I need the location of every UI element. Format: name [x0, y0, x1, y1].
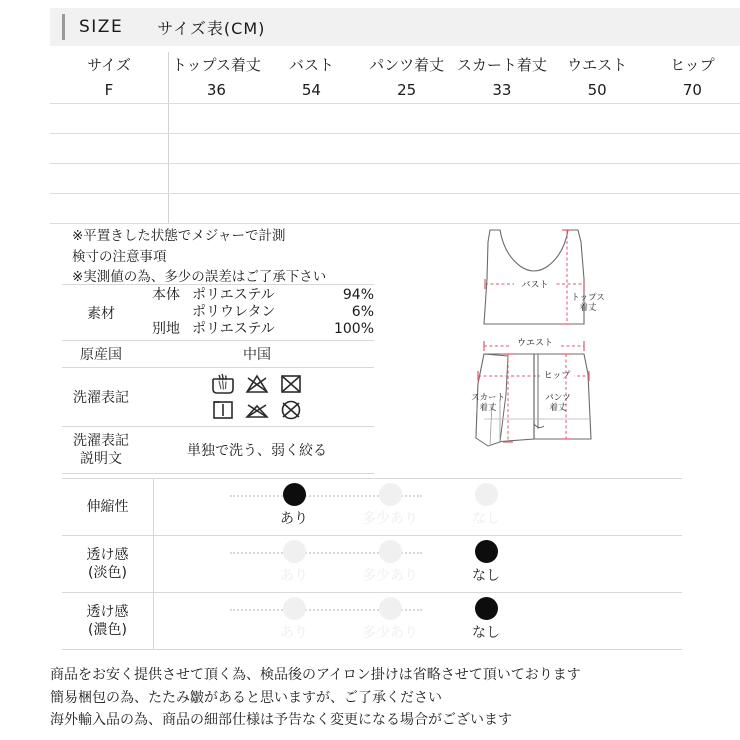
- hip-label: ヒップ: [543, 371, 571, 381]
- disclaimer-block: [50, 664, 730, 732]
- cell-empty: [550, 164, 645, 194]
- header-band: [50, 8, 740, 46]
- spec-value-origin: 中国: [140, 341, 374, 368]
- rating-option-0[interactable]: [257, 540, 331, 585]
- spec-sublabel-body: 本体: [152, 287, 180, 303]
- cell-empty: [264, 164, 359, 194]
- disclaimer-line-2: 簡易梱包の為、たたみ皺があると思いますが、ご了承ください: [50, 689, 442, 706]
- material-percent: 6%: [351, 304, 374, 320]
- waist-measure-guide: [484, 336, 584, 351]
- rating-option-label: なし: [472, 625, 500, 641]
- cell-empty: [169, 164, 264, 194]
- spec-material-names: [192, 285, 318, 341]
- material-name: ポリウレタン: [192, 304, 276, 320]
- cell-empty: [169, 104, 264, 134]
- rating-option-label: なし: [472, 568, 500, 584]
- rating-scale-cell-stretch: [154, 479, 683, 536]
- note-line-3: ※実測値の為、多少の誤差はご了承下さい: [72, 269, 327, 286]
- spec-value-care-text: 単独で洗う、弱く絞る: [140, 427, 374, 474]
- measuring-notes: [72, 226, 402, 288]
- cell-empty: [264, 194, 359, 224]
- rating-option-label: 多少あり: [362, 568, 418, 584]
- spec-sublabel-other: 別地: [152, 321, 180, 337]
- rating-scale-sheer-light: [154, 536, 682, 592]
- spec-sublabel-spacer: [140, 304, 192, 321]
- spec-label-origin: 原産国: [62, 341, 140, 368]
- note-line-2: 検寸の注意事項: [72, 248, 167, 265]
- disclaimer-line-3: 海外輸入品の為、商品の細部仕様は予告なく変更になる場合がございます: [50, 712, 512, 729]
- cell-empty: [550, 104, 645, 134]
- rating-row-sheer-light: [62, 536, 682, 593]
- col-header-hip: ヒップ: [670, 56, 715, 74]
- cell-empty: [645, 104, 740, 134]
- rating-scale-cell-sheer-dark: [154, 593, 683, 650]
- disclaimer-line-1: 商品をお安く提供させて頂く為、検品後のアイロン掛けは省略させて頂いております: [50, 667, 581, 683]
- cell-bust: 54: [264, 77, 359, 104]
- rating-dot-icon: [475, 597, 498, 620]
- rating-scale-stretch: [154, 479, 682, 535]
- col-header-size: サイズ: [50, 52, 169, 77]
- skirt-length-label-line1: スカート: [470, 393, 506, 403]
- cell-empty: [169, 134, 264, 164]
- cell-empty: [50, 164, 169, 194]
- rating-option-label: 多少あり: [362, 511, 418, 527]
- waist-label: ウエスト: [516, 338, 554, 349]
- rating-option-label: あり: [280, 568, 308, 584]
- rating-label-stretch: [62, 479, 154, 536]
- rating-dot-icon: [283, 597, 306, 620]
- cell-empty: [50, 194, 169, 224]
- header-size-label: SIZE: [79, 17, 124, 37]
- material-name: ポリエステル: [192, 287, 275, 303]
- col-header-waist: ウエスト: [567, 56, 628, 74]
- spec-label-care-text: [62, 427, 140, 474]
- rating-dot-icon: [283, 483, 306, 506]
- rating-row-sheer-dark: [62, 593, 682, 650]
- rating-dot-icon: [475, 540, 498, 563]
- table-row-empty: [50, 194, 740, 224]
- note-line-1: ※平置きした状態でメジャーで計測: [72, 228, 286, 244]
- pants-length-label-line1: パンツ: [545, 393, 571, 403]
- size-table-body: [50, 77, 740, 224]
- skirt-length-label-line2: 着丈: [479, 403, 497, 413]
- spec-table-body: [62, 285, 374, 474]
- table-row-empty: [50, 104, 740, 134]
- care-symbols-group: [140, 372, 374, 422]
- cell-empty: [359, 194, 454, 224]
- cell-tops-length: 36: [169, 77, 264, 104]
- spec-label-material: 素材: [62, 285, 140, 341]
- rating-option-label: 多少あり: [362, 625, 418, 641]
- no-dry-clean-icon: [278, 398, 304, 422]
- rating-scale-cell-sheer-light: [154, 536, 683, 593]
- col-header-tops-length: トップス着丈: [171, 56, 261, 74]
- hand-wash-icon: [210, 372, 236, 396]
- garment-diagram: [448, 224, 698, 474]
- cell-waist: 50: [550, 77, 645, 104]
- cell-empty: [550, 134, 645, 164]
- cell-skirt-length: 33: [454, 77, 549, 104]
- rating-option-2[interactable]: [449, 540, 523, 585]
- rating-dot-icon: [379, 597, 402, 620]
- rating-label-sheer-light: [62, 536, 154, 593]
- material-percent: 100%: [333, 321, 374, 337]
- cell-empty: [454, 134, 549, 164]
- col-header-bust: バスト: [288, 56, 334, 74]
- cell-empty: [454, 164, 549, 194]
- rating-option-0[interactable]: [257, 483, 331, 528]
- rating-option-1[interactable]: [353, 483, 427, 528]
- spec-row-care-text: [62, 427, 374, 474]
- rating-option-0[interactable]: [257, 597, 331, 642]
- cell-empty: [50, 104, 169, 134]
- spec-material-percents: [318, 285, 374, 341]
- spec-row-care-symbols: [62, 368, 374, 427]
- rating-dot-icon: [475, 483, 498, 506]
- spec-table: [62, 284, 374, 474]
- rating-option-label: なし: [472, 511, 500, 527]
- material-percent: 94%: [342, 287, 374, 303]
- cell-size: F: [50, 77, 169, 104]
- rating-table: [62, 478, 682, 650]
- tops-length-label-line2: 着丈: [579, 303, 597, 313]
- cell-empty: [359, 164, 454, 194]
- rating-label-sheer-dark: [62, 593, 154, 650]
- cell-empty: [550, 194, 645, 224]
- size-table-header-row: [50, 52, 740, 77]
- spec-label-care-text-line2: 説明文: [80, 451, 122, 467]
- care-symbols-row-top: [210, 372, 304, 396]
- rating-option-1[interactable]: [353, 597, 427, 642]
- rating-label-line1: 透け感: [86, 603, 129, 620]
- rating-option-2[interactable]: [449, 597, 523, 642]
- table-row-empty: [50, 164, 740, 194]
- care-symbols-row-bottom: [210, 398, 304, 422]
- cell-pants-length: 25: [359, 77, 454, 104]
- cell-empty: [454, 104, 549, 134]
- col-header-pants-length: パンツ着丈: [369, 56, 445, 74]
- rating-label-line1: 透け感: [86, 546, 129, 563]
- drip-dry-icon: [210, 398, 236, 422]
- rating-option-label: あり: [280, 511, 308, 527]
- spec-sublabels: [140, 285, 192, 341]
- cell-empty: [454, 194, 549, 224]
- cell-empty: [264, 104, 359, 134]
- page-title: サイズ表(CM): [157, 18, 266, 38]
- rating-option-2[interactable]: [449, 483, 523, 528]
- rating-label-line2: (淡色): [88, 565, 127, 581]
- cell-empty: [359, 134, 454, 164]
- table-row: [50, 77, 740, 104]
- cell-empty: [50, 134, 169, 164]
- col-header-skirt-length: スカート着丈: [456, 56, 547, 74]
- rating-dot-icon: [379, 483, 402, 506]
- cell-empty: [645, 194, 740, 224]
- rating-row-stretch: [62, 479, 682, 536]
- rating-table-body: [62, 479, 682, 650]
- spec-label-care: 洗濯表記: [62, 368, 140, 427]
- rating-dot-icon: [379, 540, 402, 563]
- cell-empty: [359, 104, 454, 134]
- cell-hip: 70: [645, 77, 740, 104]
- spec-row-material: [62, 285, 374, 341]
- cell-empty: [645, 134, 740, 164]
- rating-dot-icon: [283, 540, 306, 563]
- rating-label-line2: (濃色): [88, 622, 127, 638]
- spec-label-care-text-line1: 洗濯表記: [73, 432, 129, 449]
- rating-label-line1: 伸縮性: [86, 498, 129, 515]
- size-table: [50, 52, 740, 224]
- header-accent-bar: [62, 14, 65, 40]
- material-name: ポリエステル: [192, 321, 275, 337]
- rating-scale-sheer-dark: [154, 593, 682, 649]
- bust-label: バスト: [521, 280, 549, 291]
- tops-length-label-line1: トップス: [571, 293, 605, 303]
- garment-diagram-svg: [448, 224, 698, 474]
- cell-empty: [264, 134, 359, 164]
- rating-option-label: あり: [280, 625, 308, 641]
- table-row-empty: [50, 134, 740, 164]
- cell-empty: [645, 164, 740, 194]
- spec-row-origin: [62, 341, 374, 368]
- care-symbols-cell: [140, 368, 374, 427]
- size-table-head: [50, 52, 740, 77]
- cell-empty: [169, 194, 264, 224]
- pants-length-label-line2: 着丈: [549, 403, 567, 413]
- no-tumble-dry-icon: [278, 372, 304, 396]
- no-bleach-icon: [244, 372, 270, 396]
- rating-option-1[interactable]: [353, 540, 427, 585]
- no-natural-dry-icon: [244, 398, 270, 422]
